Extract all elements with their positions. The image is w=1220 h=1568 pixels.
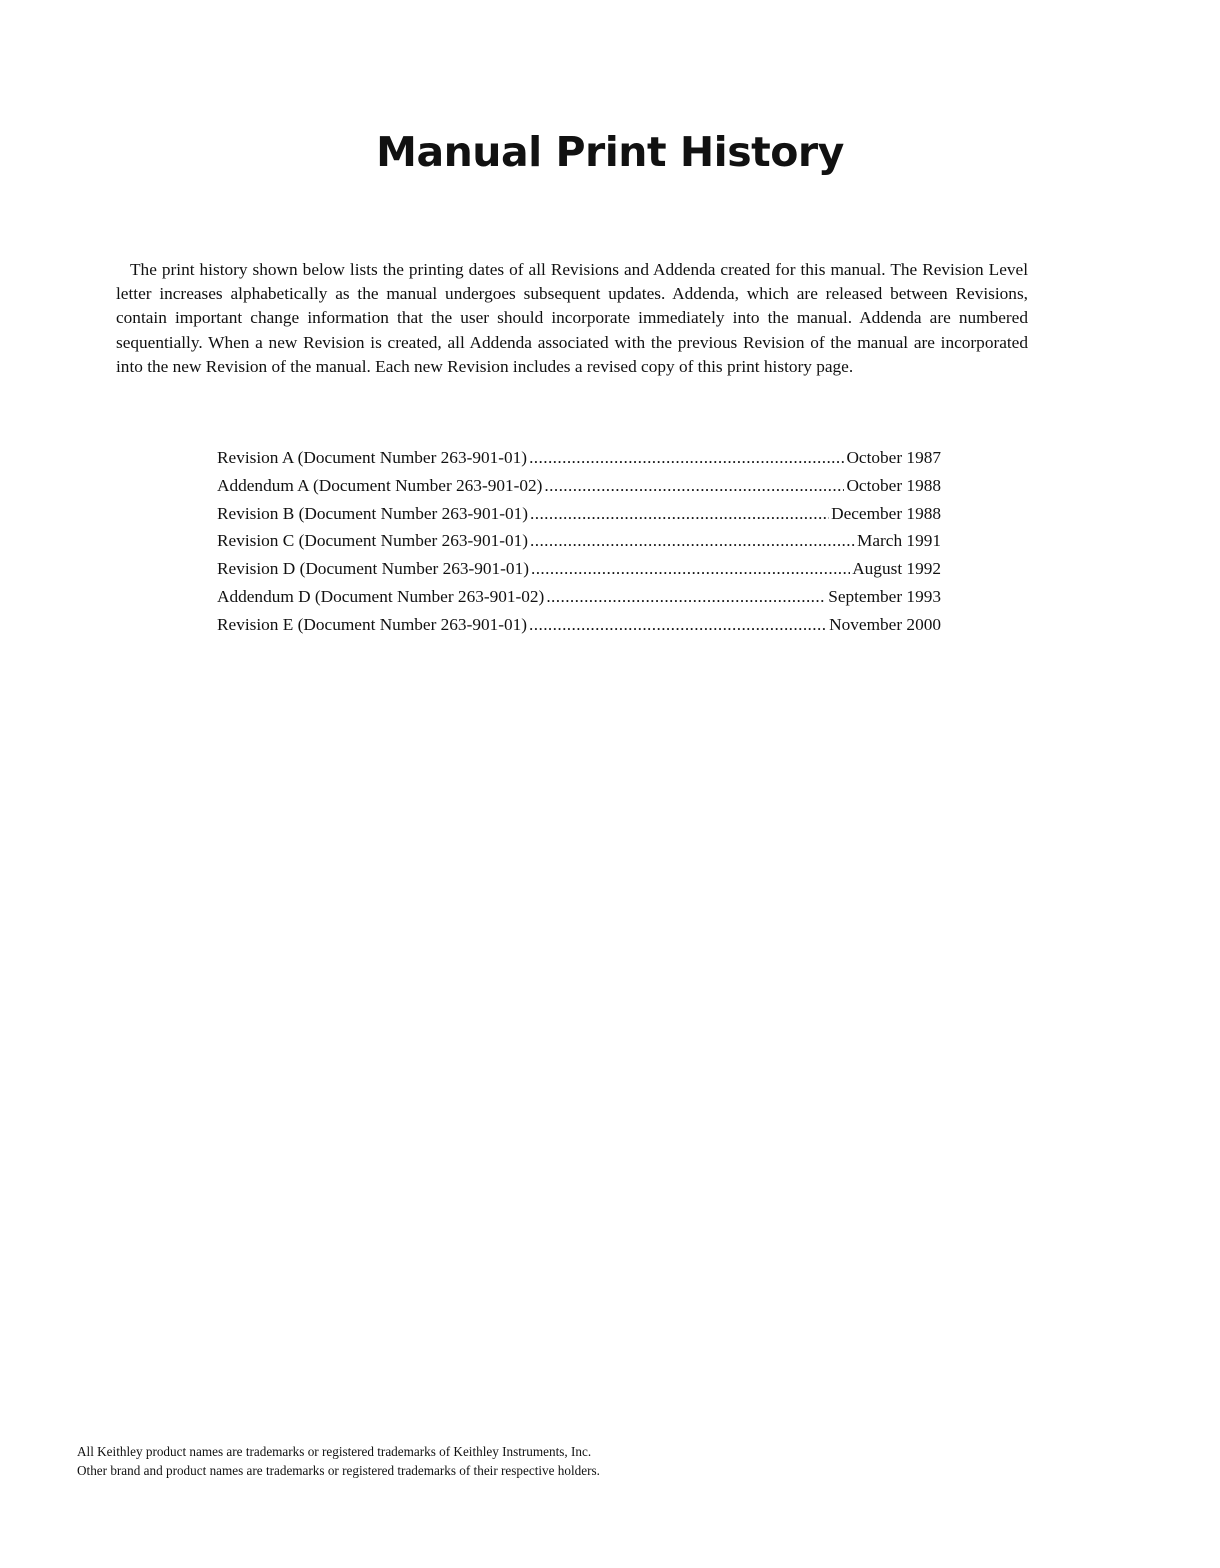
history-date: October 1988 — [846, 475, 941, 495]
trademark-footer — [77, 1442, 600, 1480]
print-history-list — [217, 448, 941, 643]
dot-leader — [530, 504, 829, 524]
history-row — [217, 559, 941, 587]
trademark-line-keithley: All Keithley product names are trademarks or registered trademarks of Keithley Instruments, Inc. — [77, 1444, 592, 1459]
history-row — [217, 504, 941, 532]
dot-leader — [530, 531, 855, 551]
history-row — [217, 448, 941, 476]
history-row — [217, 531, 941, 559]
dot-leader — [544, 476, 844, 496]
history-row — [217, 476, 941, 504]
history-row — [217, 587, 941, 615]
history-date: August 1992 — [852, 559, 941, 579]
history-label: Revision B (Document Number 263-901-01) — [217, 503, 529, 523]
history-date: November 2000 — [829, 614, 941, 634]
history-label: Revision A (Document Number 263-901-01) — [217, 448, 528, 467]
dot-leader — [529, 448, 844, 468]
history-label: Revision C (Document Number 263-901-01) — [217, 531, 529, 551]
history-label: Addendum D (Document Number 263-901-02) — [217, 586, 545, 606]
history-date: March 1991 — [857, 531, 941, 551]
history-label: Revision E (Document Number 263-901-01) — [217, 614, 528, 634]
history-label: Addendum A (Document Number 263-901-02) — [217, 475, 543, 495]
history-label: Revision D (Document Number 263-901-01) — [217, 559, 529, 579]
history-date: December 1988 — [831, 503, 941, 523]
dot-leader — [529, 615, 827, 635]
intro-paragraph: The print history shown below lists the printing dates of all Revisions and Addenda created for this manual. The Revision Level letter increases alphabetically as the manual undergoes subsequent updates. Addenda, which are released between Revisions, contain important change information that the user should incorporate immediately into the manual. Addenda are numbered sequentially. When a new Revision is created, all Addenda associated with the previous Revision of the manual are incorporated into the new Revision of the manual. Each new Revision includes a revised copy of this print history page. — [116, 260, 1028, 376]
trademark-line-others: Other brand and product names are trademarks or registered trademarks of their respective holders. — [77, 1463, 600, 1478]
page-title: Manual Print History — [376, 128, 844, 176]
history-date: October 1987 — [846, 448, 941, 467]
history-date: September 1993 — [828, 586, 941, 606]
dot-leader — [546, 587, 826, 607]
history-row — [217, 615, 941, 643]
dot-leader — [531, 559, 850, 579]
